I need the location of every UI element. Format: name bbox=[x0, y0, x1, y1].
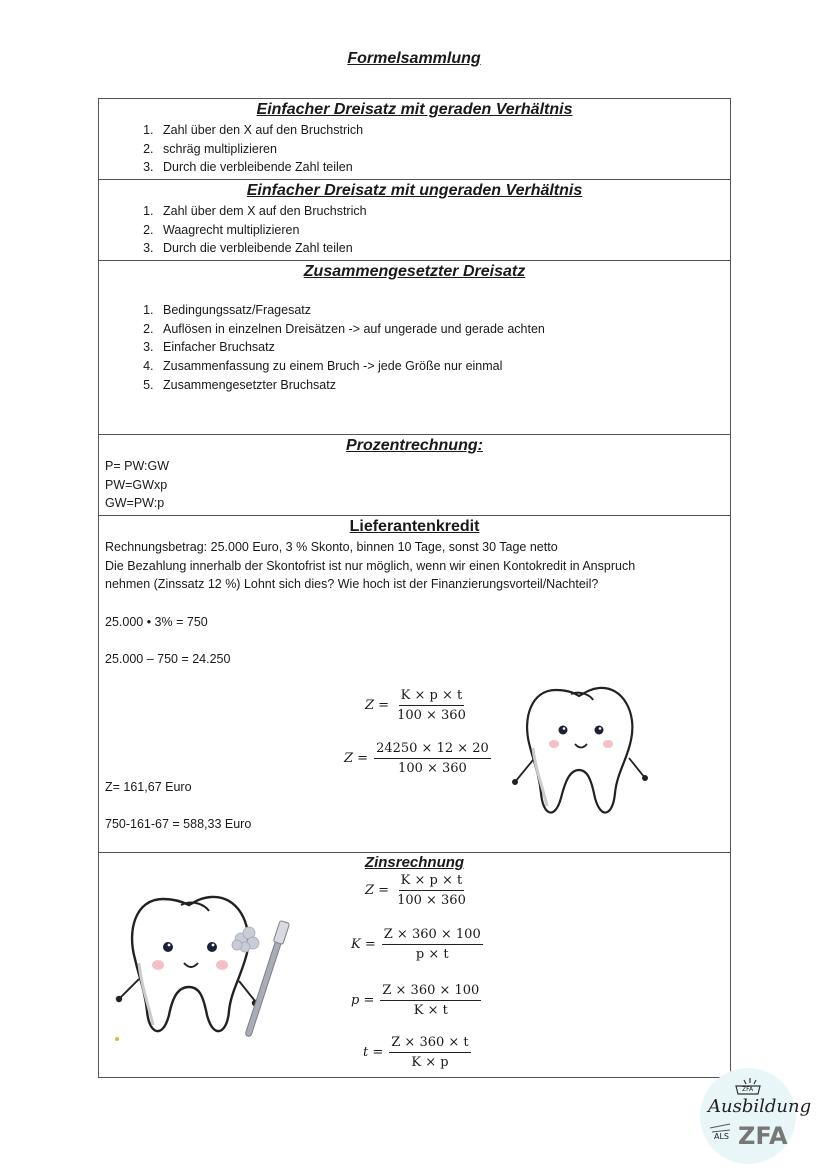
list-item: 4. Zusammenfassung zu einem Bruch -> jede Größe nur einmal bbox=[157, 357, 730, 376]
step-list bbox=[99, 202, 730, 258]
logo-small-text: ALS bbox=[714, 1132, 730, 1141]
formula-line: GW=PW:p bbox=[105, 496, 165, 511]
logo-script-text: Ausbildung bbox=[708, 1096, 812, 1117]
formula-z bbox=[365, 873, 468, 908]
calculation-line: 25.000 – 750 = 24.250 bbox=[105, 652, 231, 667]
list-item: 3. Einfacher Bruchsatz bbox=[157, 338, 730, 357]
result-line: 750-161-67 = 588,33 Euro bbox=[105, 817, 252, 832]
section-zinsrechnung bbox=[99, 853, 730, 1077]
step-list bbox=[99, 121, 730, 177]
formula-sheet bbox=[98, 98, 731, 1078]
formula-numerator: K × p × t bbox=[399, 873, 465, 891]
list-item: 5. Zusammengesetzter Bruchsatz bbox=[157, 376, 730, 395]
section-title: Prozentrechnung: bbox=[346, 437, 483, 454]
formula-interest bbox=[365, 688, 468, 723]
formula-lhs: Z = bbox=[365, 883, 390, 898]
logo-big-text: ZFA bbox=[738, 1122, 788, 1150]
list-item: 2. Waagrecht multiplizieren bbox=[157, 221, 730, 240]
formula-lhs: Z = bbox=[365, 698, 390, 713]
formula-lhs: Z = bbox=[344, 751, 369, 766]
section-title: Zusammengesetzter Dreisatz bbox=[303, 263, 526, 280]
formula-denominator: K × t bbox=[413, 1003, 448, 1018]
formula-k bbox=[351, 927, 483, 962]
formula-lhs: p = bbox=[351, 993, 375, 1008]
section-title: Einfacher Dreisatz mit geraden Verhältnis bbox=[256, 101, 573, 118]
problem-text: nehmen (Zinssatz 12 %) Lohnt sich dies? Wie hoch ist der Finanzierungsvorteil/Nachteil? bbox=[105, 577, 599, 592]
ausbildung-zfa-logo bbox=[700, 1068, 812, 1164]
formula-interest-applied bbox=[344, 741, 491, 776]
formula-line: P= PW:GW bbox=[105, 459, 170, 473]
section-dreisatz-zusammengesetzt bbox=[99, 261, 730, 435]
formula-denominator: K × p bbox=[411, 1055, 449, 1070]
list-item: 3. Durch die verbleibende Zahl teilen bbox=[157, 239, 730, 258]
tooth-mascot-icon bbox=[511, 678, 661, 826]
list-item: 3. Durch die verbleibende Zahl teilen bbox=[157, 158, 730, 177]
result-line: Z= 161,67 Euro bbox=[105, 780, 192, 794]
list-item: 1. Zahl über dem X auf den Bruchstrich bbox=[157, 202, 730, 221]
formula-denominator: 100 × 360 bbox=[397, 708, 466, 723]
formula-denominator: p × t bbox=[415, 947, 449, 962]
formula-denominator: 100 × 360 bbox=[398, 761, 467, 776]
problem-text: Rechnungsbetrag: 25.000 Euro, 3 % Skonto, binnen 10 Tage, sonst 30 Tage netto bbox=[105, 540, 558, 554]
formula-p bbox=[351, 983, 481, 1018]
section-dreisatz-ungerade bbox=[99, 180, 730, 261]
problem-text: Die Bezahlung innerhalb der Skontofrist ist nur möglich, wenn wir einen Kontokredit in Anspruch bbox=[105, 558, 636, 573]
formula-numerator: K × p × t bbox=[399, 688, 465, 706]
formula-numerator: Z × 360 × 100 bbox=[380, 983, 481, 1001]
tooth-with-toothbrush-icon bbox=[113, 883, 313, 1053]
list-item: 2. Auflösen in einzelnen Dreisätzen -> auf ungerade und gerade achten bbox=[157, 320, 730, 339]
section-prozentrechnung bbox=[99, 435, 730, 516]
list-item: 2. schräg multiplizieren bbox=[157, 140, 730, 159]
logo-top-text: ZFA bbox=[742, 1086, 754, 1093]
formula-numerator: Z × 360 × 100 bbox=[382, 927, 483, 945]
page-title: Formelsammlung bbox=[347, 50, 481, 67]
formula-numerator: 24250 × 12 × 20 bbox=[374, 741, 491, 759]
list-item: 1. Bedingungssatz/Fragesatz bbox=[157, 301, 730, 320]
section-title: Lieferantenkredit bbox=[349, 518, 480, 535]
calculation-line: 25.000 • 3% = 750 bbox=[105, 614, 208, 629]
formula-lhs: K = bbox=[351, 937, 376, 952]
formula-line: PW=GWxp bbox=[105, 477, 168, 492]
section-title: Zinsrechnung bbox=[364, 854, 465, 871]
section-dreisatz-gerade bbox=[99, 99, 730, 180]
formula-denominator: 100 × 360 bbox=[397, 893, 466, 908]
step-list bbox=[99, 301, 730, 395]
section-title: Einfacher Dreisatz mit ungeraden Verhältnis bbox=[246, 182, 583, 199]
section-lieferantenkredit bbox=[99, 516, 730, 853]
list-item: 1. Zahl über den X auf den Bruchstrich bbox=[157, 121, 730, 140]
formula-t bbox=[363, 1035, 471, 1070]
formula-numerator: Z × 360 × t bbox=[389, 1035, 470, 1053]
formula-lhs: t = bbox=[363, 1045, 384, 1060]
